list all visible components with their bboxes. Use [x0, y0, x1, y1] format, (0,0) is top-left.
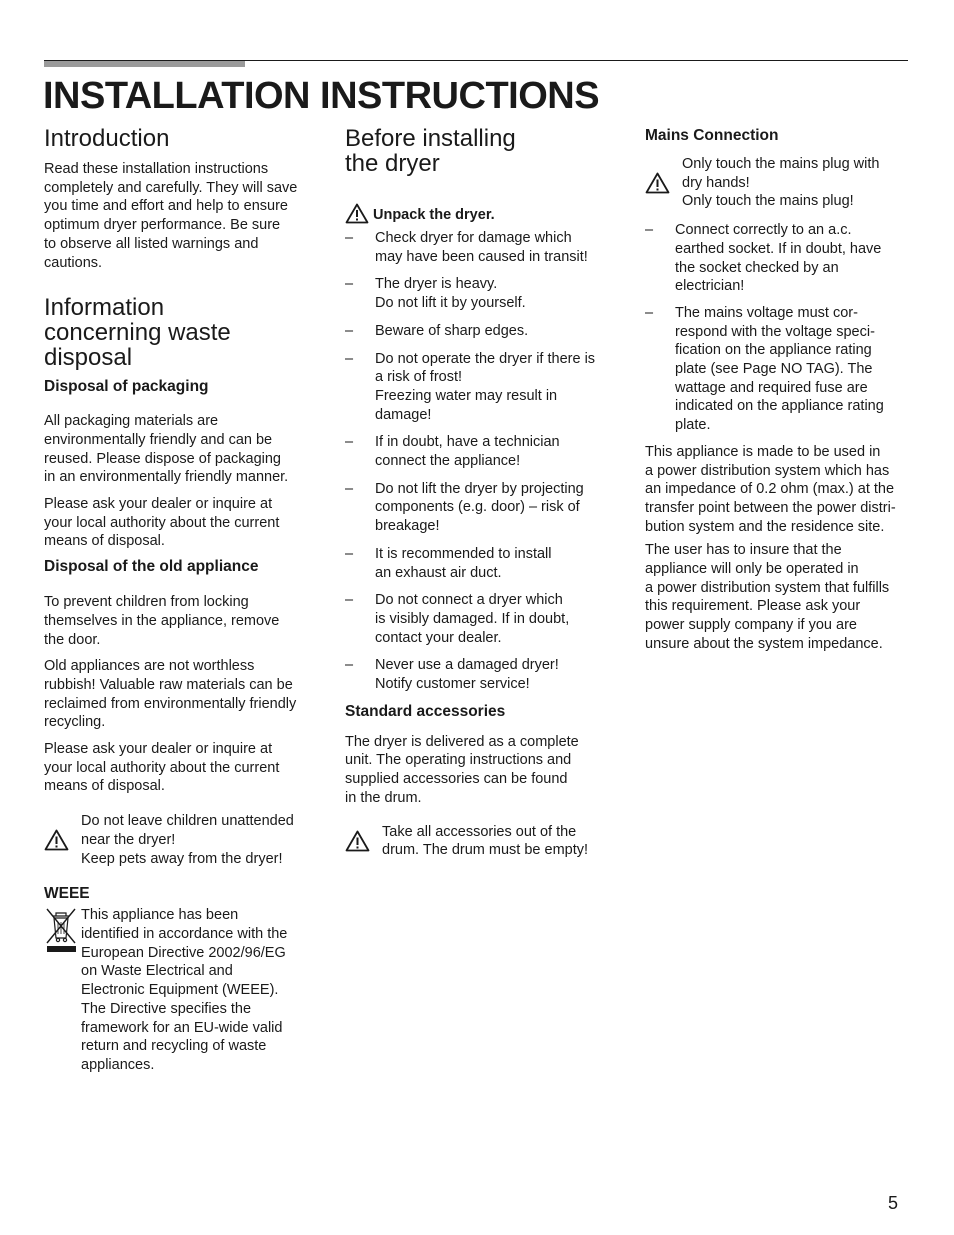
- old-appliance-text-1: To prevent children from locking themselves in the appliance, remove the door.: [44, 594, 280, 648]
- list-item: – Never use a damaged dryer! Notify customer service!: [345, 657, 559, 693]
- list-item: – The mains voltage must cor- respond with the voltage speci- fication on the appliance rating plate (see Page NO TAG). The wattage and required fuse are indicated on the appliance rating plate.: [645, 304, 884, 434]
- column-right: [645, 126, 915, 654]
- accessories-text: The dryer is delivered as a complete unit. The operating instructions and supplied accessories can be found in the drum.: [345, 733, 579, 806]
- before-installing-heading: Before installing the dryer: [345, 125, 516, 177]
- column-middle: [345, 126, 610, 860]
- old-appliance-text-2: Old appliances are not worthless rubbish! Valuable raw materials can be reclaimed from environmentally friendly recycling.: [44, 658, 297, 731]
- list-item: – Do not operate the dryer if there is a risk of frost! Freezing water may result in damage!: [345, 350, 596, 423]
- header-rule: [44, 60, 908, 61]
- mains-list: [645, 221, 915, 435]
- children-warning: Do not leave children unattended near the dryer! Keep pets away from the dryer!: [44, 812, 312, 868]
- waste-disposal-heading: Information concerning waste disposal: [44, 294, 231, 372]
- list-item: – Connect correctly to an a.c. earthed socket. If in doubt, have the socket checked by an electrician!: [645, 222, 882, 295]
- warning-triangle-icon: [645, 172, 670, 194]
- list-item: – Check dryer for damage which may have been caused in transit!: [345, 230, 588, 265]
- packaging-heading: Disposal of packaging: [44, 378, 209, 396]
- accessories-warning: Take all accessories out of the drum. The drum must be empty!: [345, 823, 610, 860]
- header-accent-bar: [44, 60, 245, 67]
- list-item: – Do not connect a dryer which is visibly damaged. If in doubt, contact your dealer.: [345, 592, 570, 646]
- introduction-text: Read these installation instructions completely and carefully. They will save you time and effort and help to ensure optimum dryer performance. Be sure to observe all listed warnings and cautions.: [44, 161, 298, 271]
- mains-connection-heading: Mains Connection: [645, 127, 779, 144]
- mains-warning: Only touch the mains plug with dry hands! Only touch the mains plug!: [645, 155, 915, 211]
- list-item: – The dryer is heavy. Do not lift it by yourself.: [345, 276, 526, 312]
- accessories-heading: Standard accessories: [345, 702, 506, 720]
- precautions-list: [345, 229, 610, 694]
- old-appliance-heading: Disposal of the old appliance: [44, 558, 259, 576]
- weee-heading: WEEE: [44, 885, 90, 903]
- weee-section: This appliance has been identified in accordance with the European Directive 2002/96/EG on Waste Electrical and Electronic Equipment (WEEE). The Directive specifies the framework for an EU-wide valid return and recycling of waste appliances.: [44, 906, 312, 1074]
- list-item: – Do not lift the dryer by projecting components (e.g. door) – risk of breakage!: [345, 480, 584, 535]
- warning-triangle-icon: [44, 829, 69, 851]
- unpack-instruction: [345, 203, 610, 224]
- user-requirement-text: The user has to insure that the appliance will only be operated in a power distribution system that fulfills this requirement. Please ask your power supply company if you are unsure about the system impedance.: [645, 542, 890, 652]
- crossed-out-bin-icon: [44, 906, 78, 960]
- packaging-text-2: Please ask your dealer or inquire at your local authority about the current means of disposal.: [44, 496, 280, 550]
- impedance-text: This appliance is made to be used in a power distribution system which has an impedance of 0.2 ohm (max.) at the transfer point between the power distri- bution system and the residence site.: [645, 443, 896, 535]
- list-item: – It is recommended to install an exhaust air duct.: [345, 545, 552, 581]
- unpack-label: Unpack the dryer.: [373, 207, 495, 223]
- page-number: 5: [888, 1193, 899, 1213]
- warning-triangle-icon: [345, 203, 369, 224]
- introduction-heading: Introduction: [44, 125, 170, 152]
- old-appliance-text-3: Please ask your dealer or inquire at your local authority about the current means of disposal.: [44, 741, 280, 795]
- warning-triangle-icon: [345, 830, 370, 852]
- page-title: INSTALLATION INSTRUCTIONS: [43, 75, 600, 117]
- list-item: – Beware of sharp edges.: [345, 322, 529, 339]
- list-item: – If in doubt, have a technician connect the appliance!: [345, 434, 560, 470]
- column-left: [44, 126, 312, 1075]
- packaging-text-1: All packaging materials are environmentally friendly and can be reused. Please dispose of packaging in an environmentally friendly manner.: [44, 413, 289, 486]
